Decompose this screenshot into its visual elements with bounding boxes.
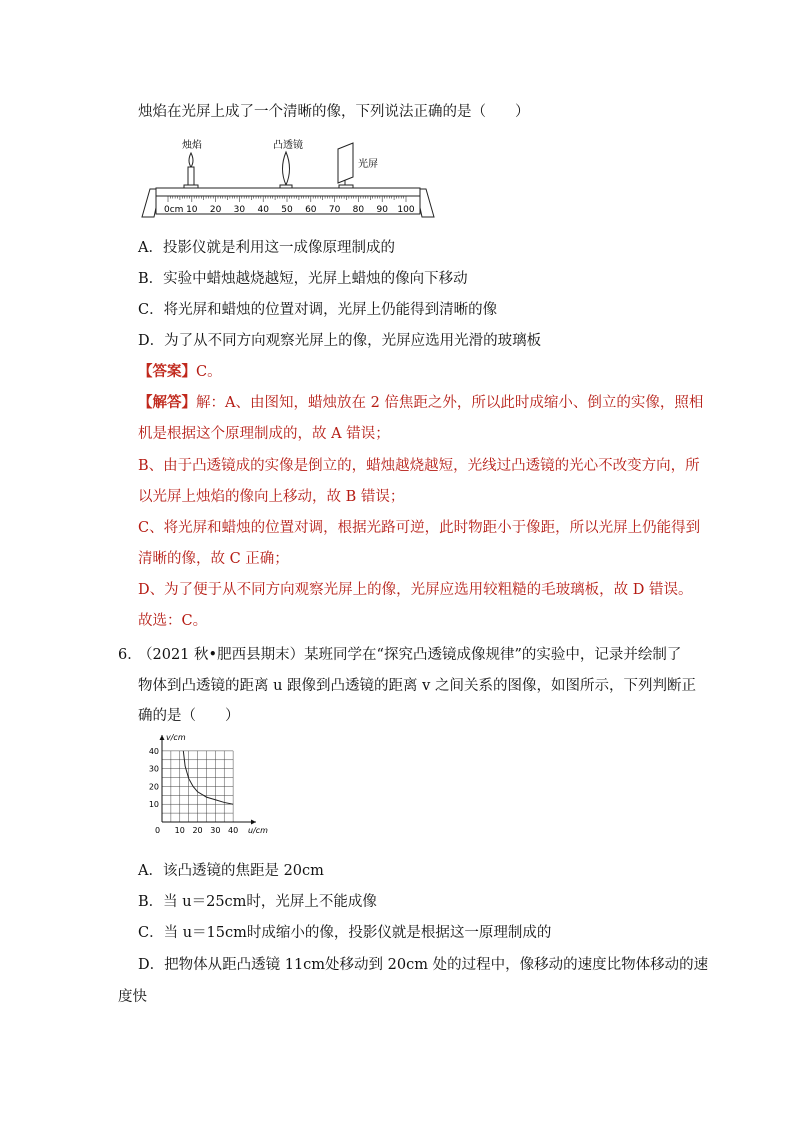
q6-stem-line-3: 确的是（ ） xyxy=(138,708,240,724)
rail-tick-label: 10 xyxy=(186,205,198,215)
rail-tick-label: 30 xyxy=(233,205,246,215)
y-axis-arrow xyxy=(160,735,165,740)
q5-option-d: D．为了从不同方向观察光屏上的像，光屏应选用光滑的玻璃板 xyxy=(138,333,542,349)
rail-tick-label: 60 xyxy=(305,205,317,215)
q5-analysis-line-1 xyxy=(138,393,703,413)
q6-option-d-line-1: D．把物体从距凸透镜 11cm处移动到 20cm 处的过程中，像移动的速度比物体移动的速 xyxy=(138,957,709,973)
q5-option-a: A．投影仪就是利用这一成像原理制成的 xyxy=(138,240,395,256)
x-tick-label: 10 xyxy=(174,826,185,835)
rail-tick-label: 100 xyxy=(397,205,415,215)
q6-stem-line-2: 物体到凸透镜的距离 u 跟像到凸透镜的距离 v 之间关系的图像，如图所示，下列判断正 xyxy=(138,678,696,694)
screen-label: 光屏 xyxy=(358,159,378,170)
y-axis-label: v/cm xyxy=(166,733,186,742)
x-axis-arrow xyxy=(251,820,256,825)
convex-lens-icon xyxy=(280,152,292,188)
answer-tag: 【答案】 xyxy=(138,363,196,380)
q5-answer xyxy=(138,362,222,382)
y-tick-label: 10 xyxy=(148,800,159,810)
x-axis-label: u/cm xyxy=(248,826,268,835)
candle-label: 烛焰 xyxy=(182,140,202,151)
rail-tick-label: 90 xyxy=(376,205,388,215)
q5-option-c: C．将光屏和蜡烛的位置对调，光屏上仍能得到清晰的像 xyxy=(138,302,498,318)
answer-value: C。 xyxy=(196,364,222,380)
q6-number: 6． xyxy=(118,647,142,663)
q6-stem-line-1: （2021 秋•肥西县期末）某班同学在“探究凸透镜成像规律”的实验中，记录并绘制了 xyxy=(138,647,682,663)
analysis-text: 解：A、由图知，蜡烛放在 2 倍焦距之外，所以此时成缩小、倒立的实像，照相 xyxy=(196,395,704,411)
uv-graph xyxy=(140,732,276,850)
origin-label: 0 xyxy=(155,826,161,835)
q5-analysis-line-5: C、将光屏和蜡烛的位置对调，根据光路可逆，此时物距小于像距，所以光屏上仍能得到 xyxy=(138,520,701,536)
q5-analysis-line-8: 故选：C。 xyxy=(138,613,208,629)
rail-tick-label: 50 xyxy=(281,205,293,215)
q5-analysis-line-3: B、由于凸透镜成的实像是倒立的，蜡烛越烧越短，光线过凸透镜的光心不改变方向，所 xyxy=(138,458,700,474)
y-tick-label: 30 xyxy=(148,764,159,774)
lens-label: 凸透镜 xyxy=(273,140,303,151)
q5-analysis-line-2: 机是根据这个原理制成的，故 A 错误； xyxy=(138,426,390,442)
q5-analysis-line-4: 以光屏上烛焰的像向上移动，故 B 错误； xyxy=(138,489,405,505)
x-tick-label: 30 xyxy=(210,826,221,835)
y-tick-label: 40 xyxy=(148,746,159,756)
rail-tick-label: 70 xyxy=(328,205,341,215)
rail-tick-label: 80 xyxy=(352,205,365,215)
q6-option-c: C．当 u＝15cm时成缩小的像，投影仪就是根据这一原理制成的 xyxy=(138,925,552,941)
x-tick-label: 20 xyxy=(192,826,203,835)
q5-option-b: B．实验中蜡烛越烧越短，光屏上蜡烛的像向下移动 xyxy=(138,271,468,287)
q5-stem-tail: 烛焰在光屏上成了一个清晰的像，下列说法正确的是（ ） xyxy=(138,104,530,120)
candle-icon xyxy=(184,153,198,188)
q6-option-a: A．该凸透镜的焦距是 20cm xyxy=(138,863,324,879)
x-tick-label: 40 xyxy=(228,826,239,835)
analysis-tag: 【解答】 xyxy=(138,394,196,411)
y-tick-label: 20 xyxy=(148,782,159,792)
light-screen-icon xyxy=(338,143,353,188)
optical-bench-figure xyxy=(140,133,436,223)
rail-tick-label: 20 xyxy=(209,205,222,215)
q5-analysis-line-6: 清晰的像，故 C 正确； xyxy=(138,551,289,567)
rail-tick-label: 0cm xyxy=(164,205,184,215)
q6-option-b: B．当 u＝25cm时，光屏上不能成像 xyxy=(138,894,377,910)
q5-analysis-line-7: D、为了便于从不同方向观察光屏上的像，光屏应选用较粗糙的毛玻璃板，故 D 错误。 xyxy=(138,582,693,598)
optical-rail xyxy=(142,188,434,217)
rail-tick-label: 40 xyxy=(257,205,269,215)
q6-option-d-line-2: 度快 xyxy=(118,989,147,1005)
